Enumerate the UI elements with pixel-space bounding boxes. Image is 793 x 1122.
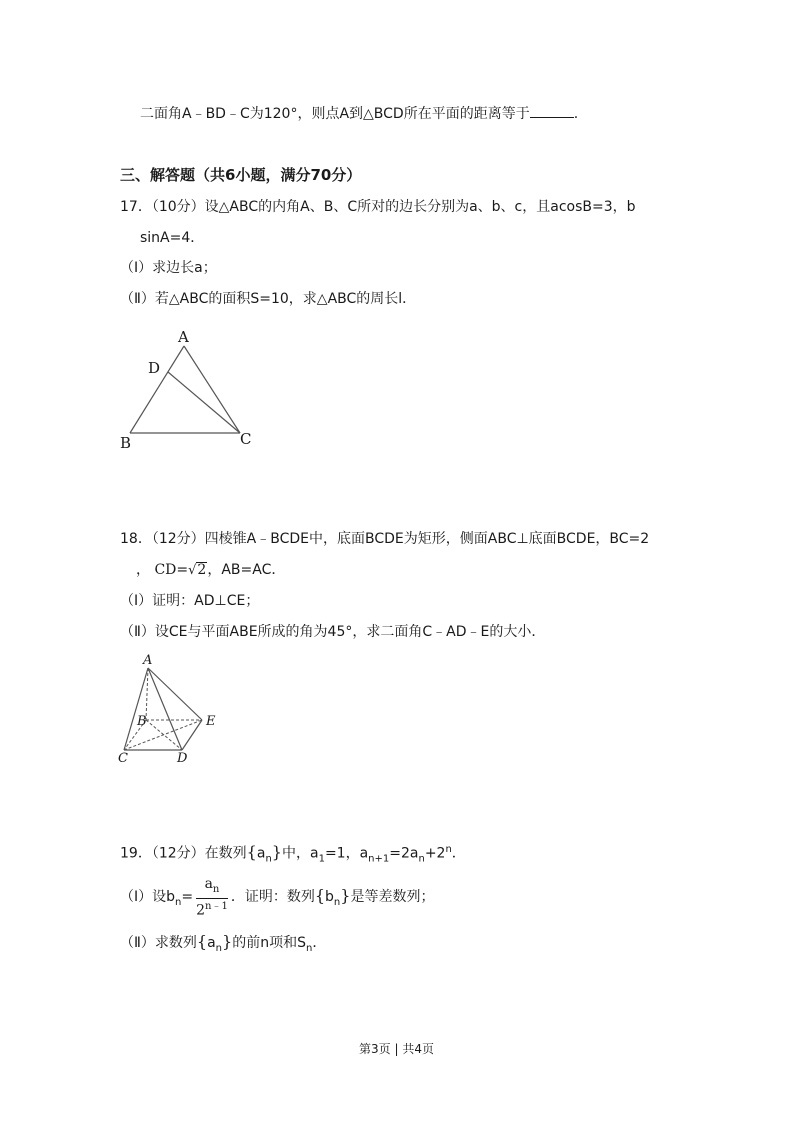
- edge-ad: [148, 668, 182, 750]
- sqrt-2: 2: [197, 562, 207, 578]
- q18-score: （12分）: [151, 531, 205, 547]
- edge-ae: [148, 668, 202, 720]
- page-footer: 第3页 | 共4页: [359, 1042, 434, 1056]
- label-e: E: [206, 714, 216, 729]
- label-b: B: [137, 714, 147, 729]
- q18-part1: （Ⅰ）证明：AD⊥CE；: [120, 593, 260, 609]
- q19-part1: （Ⅰ）设$b_n=$ $\frac{a_n}{2^{n﹣1}}$ ．证明：数列$\{b_n\}$是等差数列；: [120, 876, 435, 919]
- q17-number: 17．: [120, 199, 152, 215]
- q18-part2: （Ⅱ）设CE与平面ABE所成的角为45°，求二面角C﹣AD﹣E的大小．: [120, 624, 546, 640]
- q17-part2: （Ⅱ）若△ABC的面积S=10，求△ABC的周长l．: [120, 291, 417, 307]
- q16-text: 二面角A﹣BD﹣C为120°，则点A到△BCD所在平面的距离等于: [140, 106, 530, 122]
- q17-text: 设△ABC的内角A、B、C所对的边长分别为a、b、c，且acosB=3，b: [204, 199, 636, 215]
- q19-stem: 19．（12分）在数列$\{a_n\}$中，$a_1=1$，$a_{n+1}=2a_n+2^n$．: [120, 842, 466, 865]
- q18-number: 18．: [120, 531, 152, 547]
- edge-de: [182, 720, 202, 750]
- diag-ce: [124, 720, 202, 750]
- q18-stem: [120, 529, 649, 549]
- label-a: A: [178, 328, 189, 346]
- segment-dc: [168, 372, 240, 433]
- label-c: C: [118, 751, 128, 766]
- q18-pyramid-figure: [110, 650, 230, 770]
- label-b: B: [120, 434, 132, 452]
- answer-blank: [530, 103, 574, 118]
- label-d: D: [177, 751, 188, 766]
- q17-stem: [120, 197, 636, 217]
- q17-score: （10分）: [151, 199, 205, 215]
- label-a: A: [143, 653, 153, 668]
- side-ac: [184, 346, 240, 433]
- fraction: $\frac{a_n}{2^{n﹣1}}$: [196, 876, 228, 919]
- q19-score: （12分）: [151, 845, 205, 862]
- q18-text: 四棱锥A﹣BCDE中，底面BCDE为矩形，侧面ABC⊥底面BCDE，BC=2: [204, 531, 650, 547]
- q18-stem-cont: ， CD=√2，AB=AC．: [136, 562, 286, 578]
- label-d: D: [148, 359, 161, 377]
- edge-ac: [124, 668, 148, 750]
- q17-triangle-figure: [110, 325, 270, 455]
- section-title: 三、解答题（共6小题，满分70分）: [120, 166, 362, 184]
- q17-part1: （Ⅰ）求边长a；: [120, 260, 217, 276]
- q19-number: 19．: [120, 845, 152, 862]
- q17-stem-cont: sinA=4．: [140, 230, 205, 246]
- q19-part2: （Ⅱ）求数列$\{a_n\}$的前n项和$S_n$．: [120, 932, 327, 954]
- q16-continuation: 二面角A﹣BD﹣C为120°，则点A到△BCD所在平面的距离等于 .: [140, 103, 578, 124]
- label-c: C: [240, 430, 252, 448]
